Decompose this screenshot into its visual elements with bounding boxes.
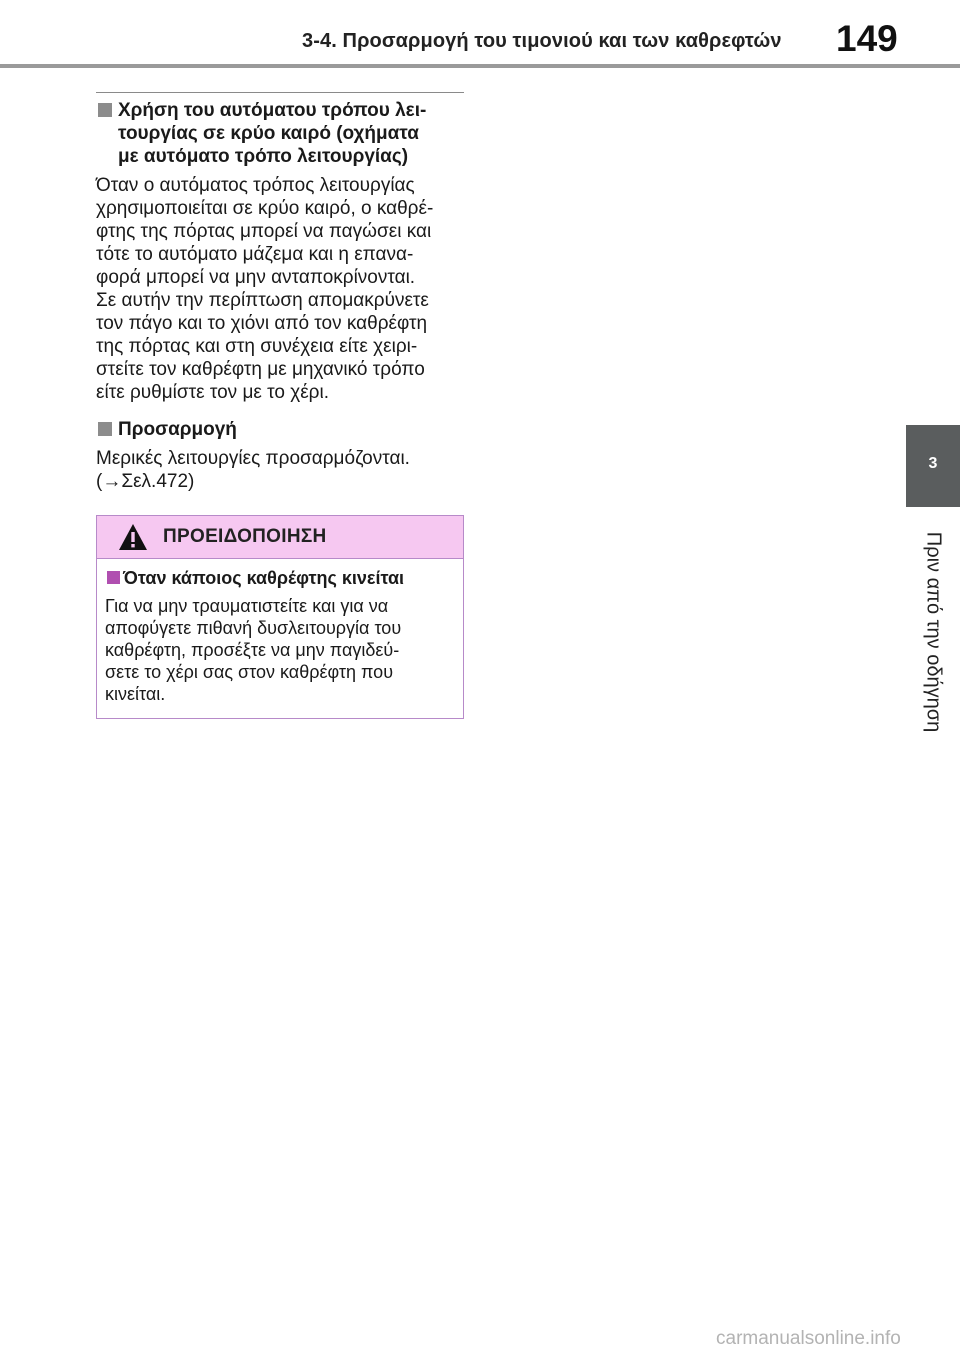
section-heading-text: Προσαρμογή bbox=[118, 419, 237, 440]
chapter-side-label: Πριν από την οδήγηση bbox=[922, 531, 945, 733]
warning-heading bbox=[105, 567, 455, 589]
page-number: 149 bbox=[836, 18, 898, 59]
chapter-tab-number: 3 bbox=[928, 455, 938, 472]
main-content bbox=[96, 92, 464, 493]
section-body-cold-weather: Όταν ο αυτόματος τρόπος λειτουργίας χρησιμοποιείται σε κρύο καιρό, ο καθρέ- φτης της πόρτας μπορεί να παγώσει και τότε το αυτόματο μάζεμα και η επανα- φορά μπορεί να μην ανταποκρίνονται. Σε αυτήν την περίπτωση απομακρύνετε τον πάγο και το χιόνι από τον καθρέφτη της πόρτας και στη συνέχεια είτε χειρι- στείτε τον καθρέφτη με μηχανικό τρόπο είτε ρυθμίστε τον με το χέρι. bbox=[96, 175, 434, 403]
section-bullet-icon bbox=[98, 103, 112, 117]
warning-box bbox=[96, 515, 464, 719]
section-bullet-icon bbox=[98, 422, 112, 436]
warning-heading-text: Όταν κάποιος καθρέφτης κινείται bbox=[123, 568, 405, 588]
section-heading-text: Χρήση του αυτόματου τρόπου λει- τουργίας σε κρύο καιρό (οχήματα με αυτόματο τρόπο λειτουργίας) bbox=[118, 100, 427, 167]
section-heading-cold-weather bbox=[96, 99, 464, 168]
warning-header bbox=[97, 516, 463, 559]
section-heading-customization bbox=[96, 418, 464, 441]
warning-bullet-icon bbox=[107, 571, 120, 584]
section-top-rule bbox=[96, 92, 464, 93]
warning-text: Για να μην τραυματιστείτε και για να αποφύγετε πιθανή δυσλειτουργία του καθρέφτη, προσέξτε να μην παγιδεύ- σετε το χέρι σας στον καθρέφτη που κινείται. bbox=[105, 596, 402, 704]
warning-body bbox=[97, 559, 463, 705]
warning-title: ΠΡΟΕΙΔΟΠΟΙΗΣΗ bbox=[163, 526, 327, 547]
header-divider bbox=[0, 64, 960, 68]
chapter-tab bbox=[906, 425, 960, 507]
chapter-header-title: 3-4. Προσαρμογή του τιμονιού και των καθρεφτών bbox=[302, 30, 782, 52]
watermark: carmanualsonline.info bbox=[716, 1328, 901, 1349]
section-body-customization: Μερικές λειτουργίες προσαρμόζονται. (→Σελ.472) bbox=[96, 448, 410, 492]
warning-triangle-icon bbox=[117, 522, 149, 552]
